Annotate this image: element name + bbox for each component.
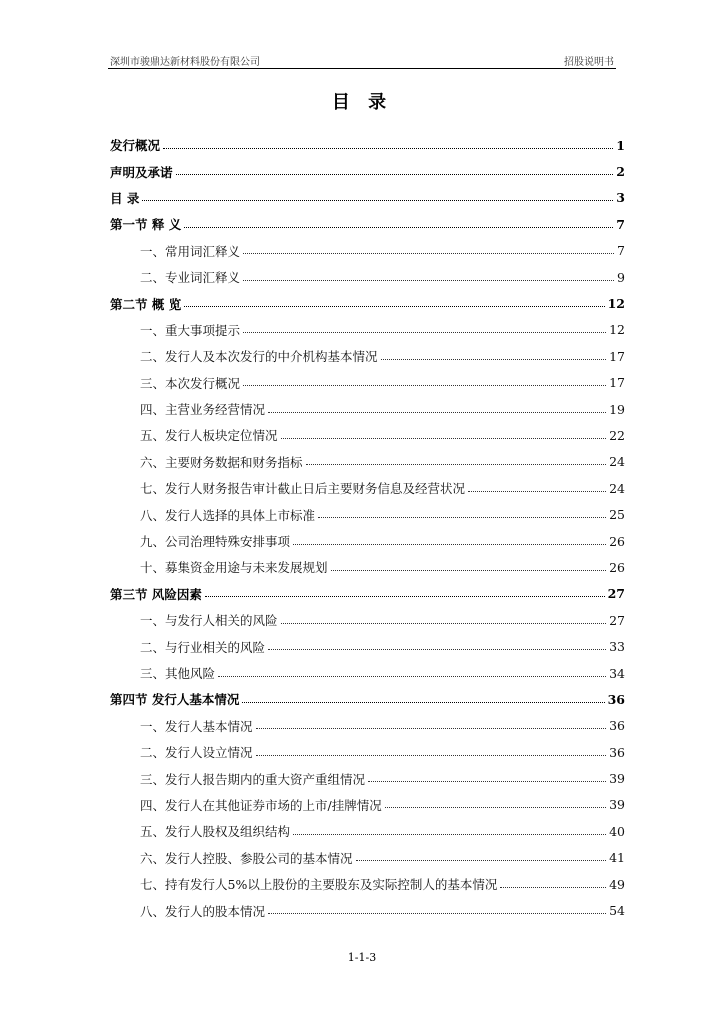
toc-entry-page-number: 49	[609, 876, 625, 892]
toc-dot-leader	[256, 728, 607, 729]
toc-entry-page-number: 24	[609, 480, 625, 496]
toc-entry-label: 六、主要财务数据和财务指标	[140, 454, 303, 470]
toc-entry-page-number: 41	[609, 850, 625, 866]
toc-entry-label: 二、专业词汇释义	[140, 270, 241, 286]
toc-dot-leader	[268, 649, 606, 650]
toc-entry-page-number: 40	[609, 823, 625, 839]
toc-entry-label: 五、发行人股权及组织结构	[140, 824, 291, 840]
toc-subsection-entry[interactable]	[110, 792, 625, 818]
toc-dot-leader	[176, 174, 614, 175]
toc-entry-page-number: 7	[616, 216, 625, 232]
toc-section-entry[interactable]	[110, 290, 625, 316]
toc-dot-leader	[381, 359, 607, 360]
toc-dot-leader	[500, 887, 606, 888]
page-header	[108, 50, 616, 69]
toc-entry-label: 发行概况	[110, 138, 161, 154]
toc-subsection-entry[interactable]	[110, 238, 625, 264]
header-company-name: 深圳市骏鼎达新材料股份有限公司	[110, 57, 260, 68]
toc-dot-leader	[293, 544, 606, 545]
toc-entry-page-number: 27	[609, 612, 625, 628]
toc-entry-page-number: 17	[609, 375, 625, 391]
toc-subsection-entry[interactable]	[110, 343, 625, 369]
toc-entry-label: 三、本次发行概况	[140, 375, 241, 391]
toc-subsection-entry[interactable]	[110, 739, 625, 765]
toc-subsection-entry[interactable]	[110, 528, 625, 554]
toc-dot-leader	[142, 200, 613, 201]
toc-subsection-entry[interactable]	[110, 370, 625, 396]
toc-dot-leader	[243, 385, 606, 386]
toc-entry-page-number: 9	[617, 269, 625, 285]
toc-entry-page-number: 7	[617, 243, 625, 259]
toc-section-entry[interactable]	[110, 132, 625, 158]
toc-entry-page-number: 54	[609, 903, 625, 919]
toc-entry-label: 三、发行人报告期内的重大资产重组情况	[140, 771, 366, 787]
toc-entry-label: 一、发行人基本情况	[140, 718, 253, 734]
toc-entry-label: 一、常用词汇释义	[140, 243, 241, 259]
toc-entry-label: 第三节 风险因素	[110, 586, 202, 602]
toc-entry-page-number: 27	[607, 586, 625, 602]
toc-dot-leader	[243, 280, 614, 281]
toc-subsection-entry[interactable]	[110, 554, 625, 580]
toc-subsection-entry[interactable]	[110, 871, 625, 897]
toc-dot-leader	[293, 834, 606, 835]
toc-entry-page-number: 36	[609, 744, 625, 760]
toc-entry-label: 四、主营业务经营情况	[140, 402, 266, 418]
toc-entry-label: 第二节 概 览	[110, 296, 182, 312]
toc-entry-label: 四、发行人在其他证券市场的上市/挂牌情况	[140, 797, 382, 813]
toc-section-entry[interactable]	[110, 581, 625, 607]
toc-entry-page-number: 3	[616, 190, 625, 206]
toc-entry-page-number: 39	[609, 797, 625, 813]
toc-entry-label: 八、发行人的股本情况	[140, 903, 266, 919]
toc-subsection-entry[interactable]	[110, 422, 625, 448]
toc-subsection-entry[interactable]	[110, 818, 625, 844]
toc-entry-page-number: 2	[616, 164, 625, 180]
toc-entry-label: 六、发行人控股、参股公司的基本情况	[140, 850, 353, 866]
page-number: 1-1-3	[347, 951, 377, 964]
toc-subsection-entry[interactable]	[110, 475, 625, 501]
toc-entry-page-number: 19	[609, 401, 625, 417]
toc-subsection-entry[interactable]	[110, 607, 625, 633]
toc-entry-label: 一、重大事项提示	[140, 322, 241, 338]
toc-entry-label: 九、公司治理特殊安排事项	[140, 534, 291, 550]
toc-entry-label: 三、其他风险	[140, 666, 216, 681]
toc-entry-page-number: 39	[609, 771, 625, 787]
toc-entry-label: 七、发行人财务报告审计截止日后主要财务信息及经营状况	[140, 481, 466, 497]
toc-subsection-entry[interactable]	[110, 845, 625, 871]
toc-dot-leader	[368, 781, 606, 782]
toc-subsection-entry[interactable]	[110, 264, 625, 290]
toc-entry-page-number: 22	[609, 427, 625, 443]
toc-entry-label: 五、发行人板块定位情况	[140, 428, 278, 444]
toc-entry-label: 声明及承诺	[110, 164, 173, 180]
toc-entry-label: 第四节 发行人基本情况	[110, 692, 240, 708]
toc-entry-label: 二、发行人设立情况	[140, 745, 253, 761]
toc-dot-leader	[331, 570, 607, 571]
toc-dot-leader	[256, 755, 607, 756]
toc-entry-page-number: 24	[609, 454, 625, 470]
toc-entry-label: 目 录	[110, 190, 140, 206]
toc-section-entry[interactable]	[110, 686, 625, 712]
toc-subsection-entry[interactable]	[110, 396, 625, 422]
toc-subsection-entry[interactable]	[110, 713, 625, 739]
toc-entry-page-number: 1	[616, 137, 625, 153]
toc-subsection-entry[interactable]	[110, 897, 625, 923]
toc-dot-leader	[318, 517, 606, 518]
toc-entry-label: 十、募集资金用途与未来发展规划	[140, 560, 328, 576]
toc-dot-leader	[184, 227, 613, 228]
toc-subsection-entry[interactable]	[110, 633, 625, 659]
toc-entry-label: 第一节 释 义	[110, 217, 182, 233]
toc-dot-leader	[184, 306, 604, 307]
toc-dot-leader	[268, 913, 606, 914]
toc-entry-page-number: 25	[609, 507, 625, 523]
toc-dot-leader	[385, 807, 606, 808]
toc-section-entry[interactable]	[110, 185, 625, 211]
toc-section-entry[interactable]	[110, 158, 625, 184]
toc-dot-leader	[306, 464, 607, 465]
toc-dot-leader	[243, 332, 606, 333]
toc-entry-label: 二、发行人及本次发行的中介机构基本情况	[140, 349, 378, 365]
toc-entry-page-number: 17	[609, 348, 625, 364]
toc-dot-leader	[356, 860, 607, 861]
toc-dot-leader	[281, 438, 607, 439]
toc-entry-label: 七、持有发行人5%以上股份的主要股东及实际控制人的基本情况	[140, 877, 498, 893]
toc-subsection-entry[interactable]	[110, 765, 625, 791]
toc-subsection-entry[interactable]	[110, 449, 625, 475]
toc-entry-page-number: 12	[607, 296, 625, 312]
toc-entry-label: 一、与发行人相关的风险	[140, 613, 278, 629]
toc-dot-leader	[163, 148, 613, 149]
toc-dot-leader	[242, 702, 604, 703]
header-document-type: 招股说明书	[564, 57, 614, 68]
toc-entry-label: 八、发行人选择的具体上市标准	[140, 507, 316, 523]
toc-dot-leader	[218, 676, 606, 677]
toc-section-entry[interactable]	[110, 211, 625, 237]
toc-dot-leader	[468, 491, 606, 492]
toc-subsection-entry[interactable]	[110, 660, 625, 686]
toc-entry-page-number: 34	[609, 665, 625, 681]
toc-dot-leader	[243, 253, 614, 254]
toc-entry-page-number: 12	[609, 322, 625, 338]
toc-subsection-entry[interactable]	[110, 317, 625, 343]
toc-entry-page-number: 36	[607, 691, 625, 707]
toc-dot-leader	[281, 623, 607, 624]
toc-entry-page-number: 26	[609, 559, 625, 575]
toc-dot-leader	[205, 596, 605, 597]
toc-dot-leader	[268, 412, 606, 413]
table-of-contents	[110, 132, 625, 924]
toc-entry-page-number: 33	[609, 639, 625, 655]
toc-subsection-entry[interactable]	[110, 501, 625, 527]
page-title: 目 录	[331, 92, 393, 113]
toc-entry-page-number: 26	[609, 533, 625, 549]
toc-entry-page-number: 36	[609, 718, 625, 734]
toc-entry-label: 二、与行业相关的风险	[140, 639, 266, 655]
